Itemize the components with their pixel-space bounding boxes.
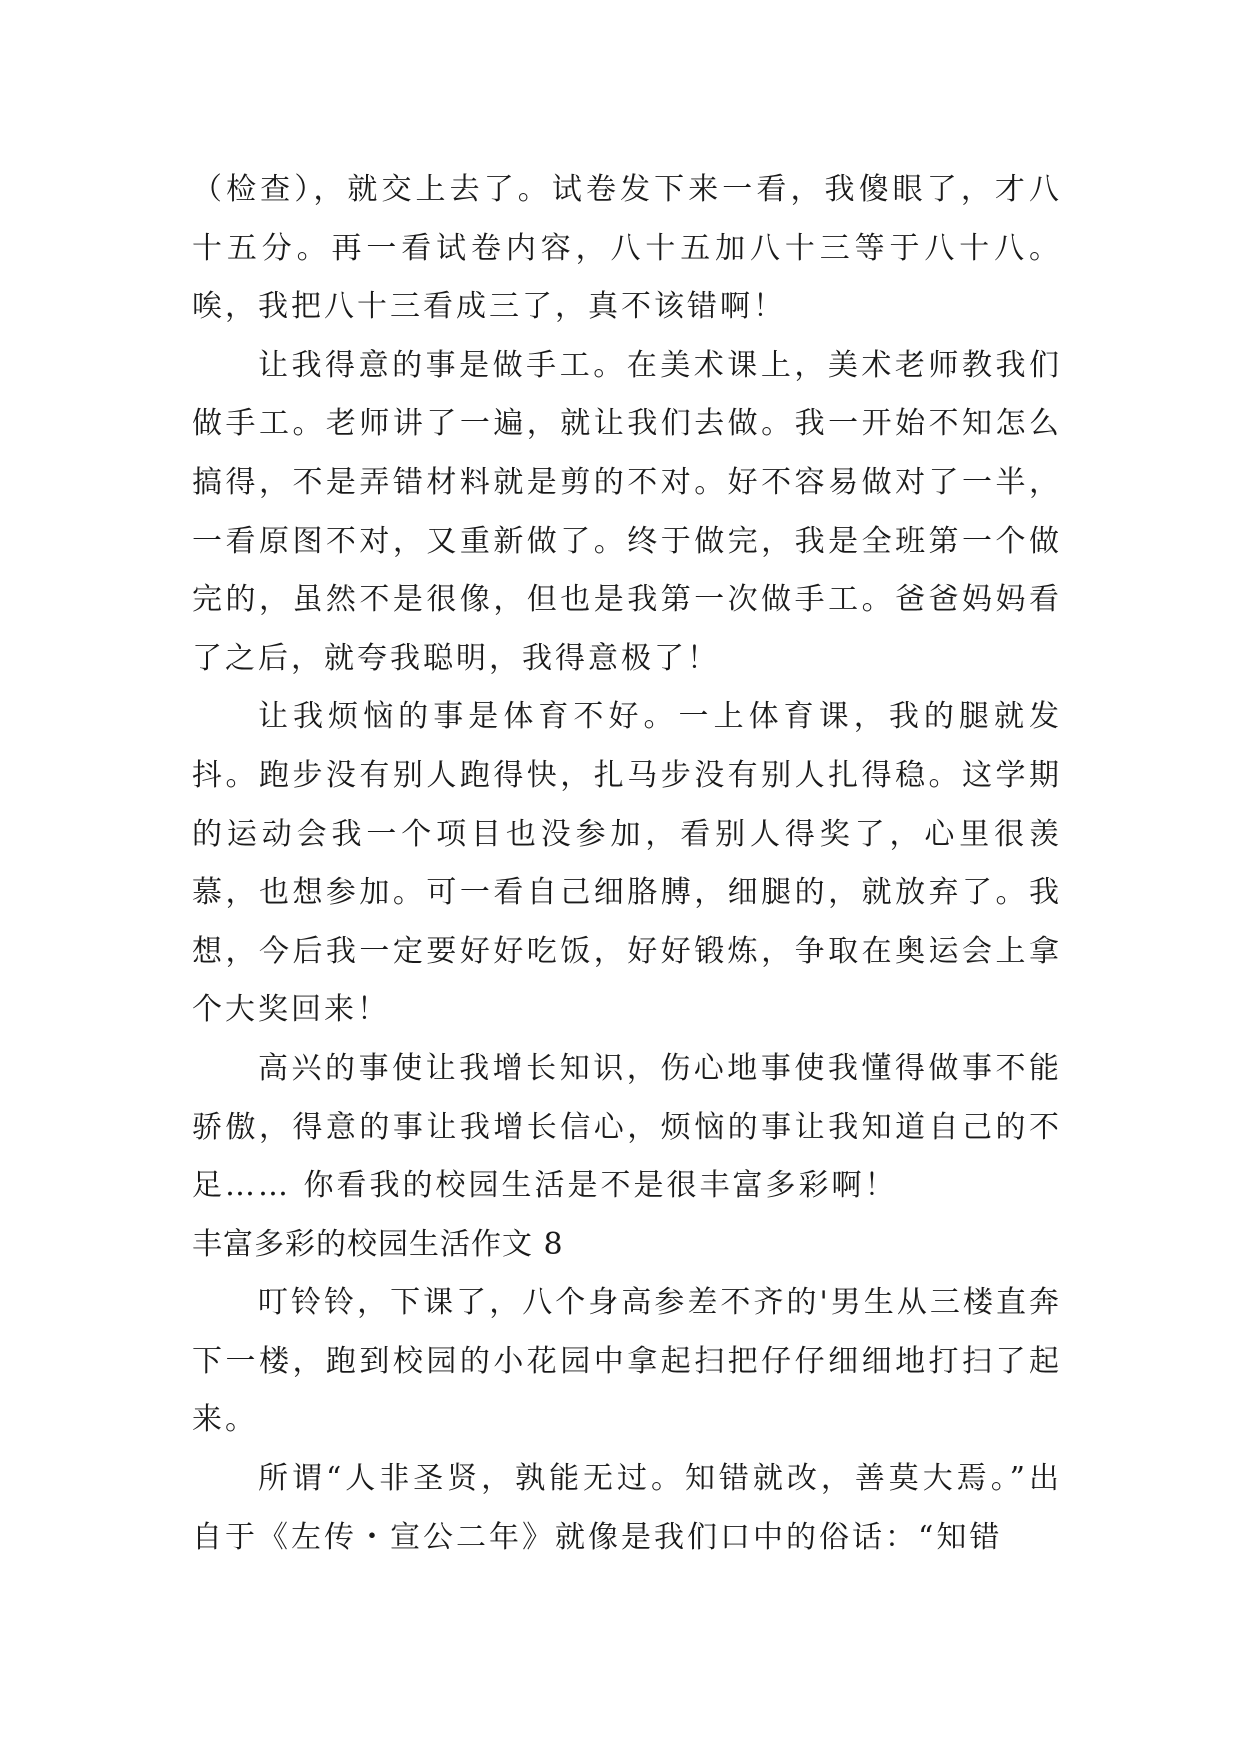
essay-heading: 丰富多彩的校园生活作文 8 [192, 1226, 564, 1262]
paragraph-handcraft: 让我得意的事是做手工。在美术课上，美术老师教我们做手工。老师讲了一遍，就让我们去做。我一开始不知怎么搞得，不是弄错材料就是剪的不对。好不容易做对了一半，一看原图不对，又重新做了。终于做完，我是全班第一个做完的，虽然不是很像，但也是我第一次做手工。爸爸妈妈看了之后，就夸我聪明，我得意极了！ [192, 347, 1062, 676]
paragraph-summary: 高兴的事使让我增长知识，伤心地事使我懂得做事不能骄傲，得意的事让我增长信心，烦恼的事让我知道自己的不足…… 你看我的校园生活是不是很丰富多彩啊！ [192, 1050, 1062, 1204]
paragraph-recess-cleaning: 叮铃铃，下课了，八个身高参差不齐的'男生从三楼直奔下一楼，跑到校园的小花园中拿起扫把仔仔细细地打扫了起来。 [192, 1285, 1062, 1438]
document-body [192, 161, 1062, 1567]
paragraph-exam-mistake: （检查），就交上去了。试卷发下来一看，我傻眼了，才八十五分。再一看试卷内容，八十五加八十三等于八十八。唉，我把八十三看成三了，真不该错啊！ [192, 172, 1062, 325]
paragraph-pe-trouble: 让我烦恼的事是体育不好。一上体育课，我的腿就发抖。跑步没有别人跑得快，扎马步没有别人扎得稳。这学期的运动会我一个项目也没参加，看别人得奖了，心里很羡慕，也想参加。可一看自己细胳膊，细腿的，就放弃了。我想，今后我一定要好好吃饭，好好锻炼，争取在奥运会上拿个大奖回来！ [192, 699, 1062, 1028]
paragraph-quote: 所谓“人非圣贤，孰能无过。知错就改，善莫大焉。”出自于《左传・宣公二年》就像是我们口中的俗话：“知错 [192, 1461, 1062, 1555]
